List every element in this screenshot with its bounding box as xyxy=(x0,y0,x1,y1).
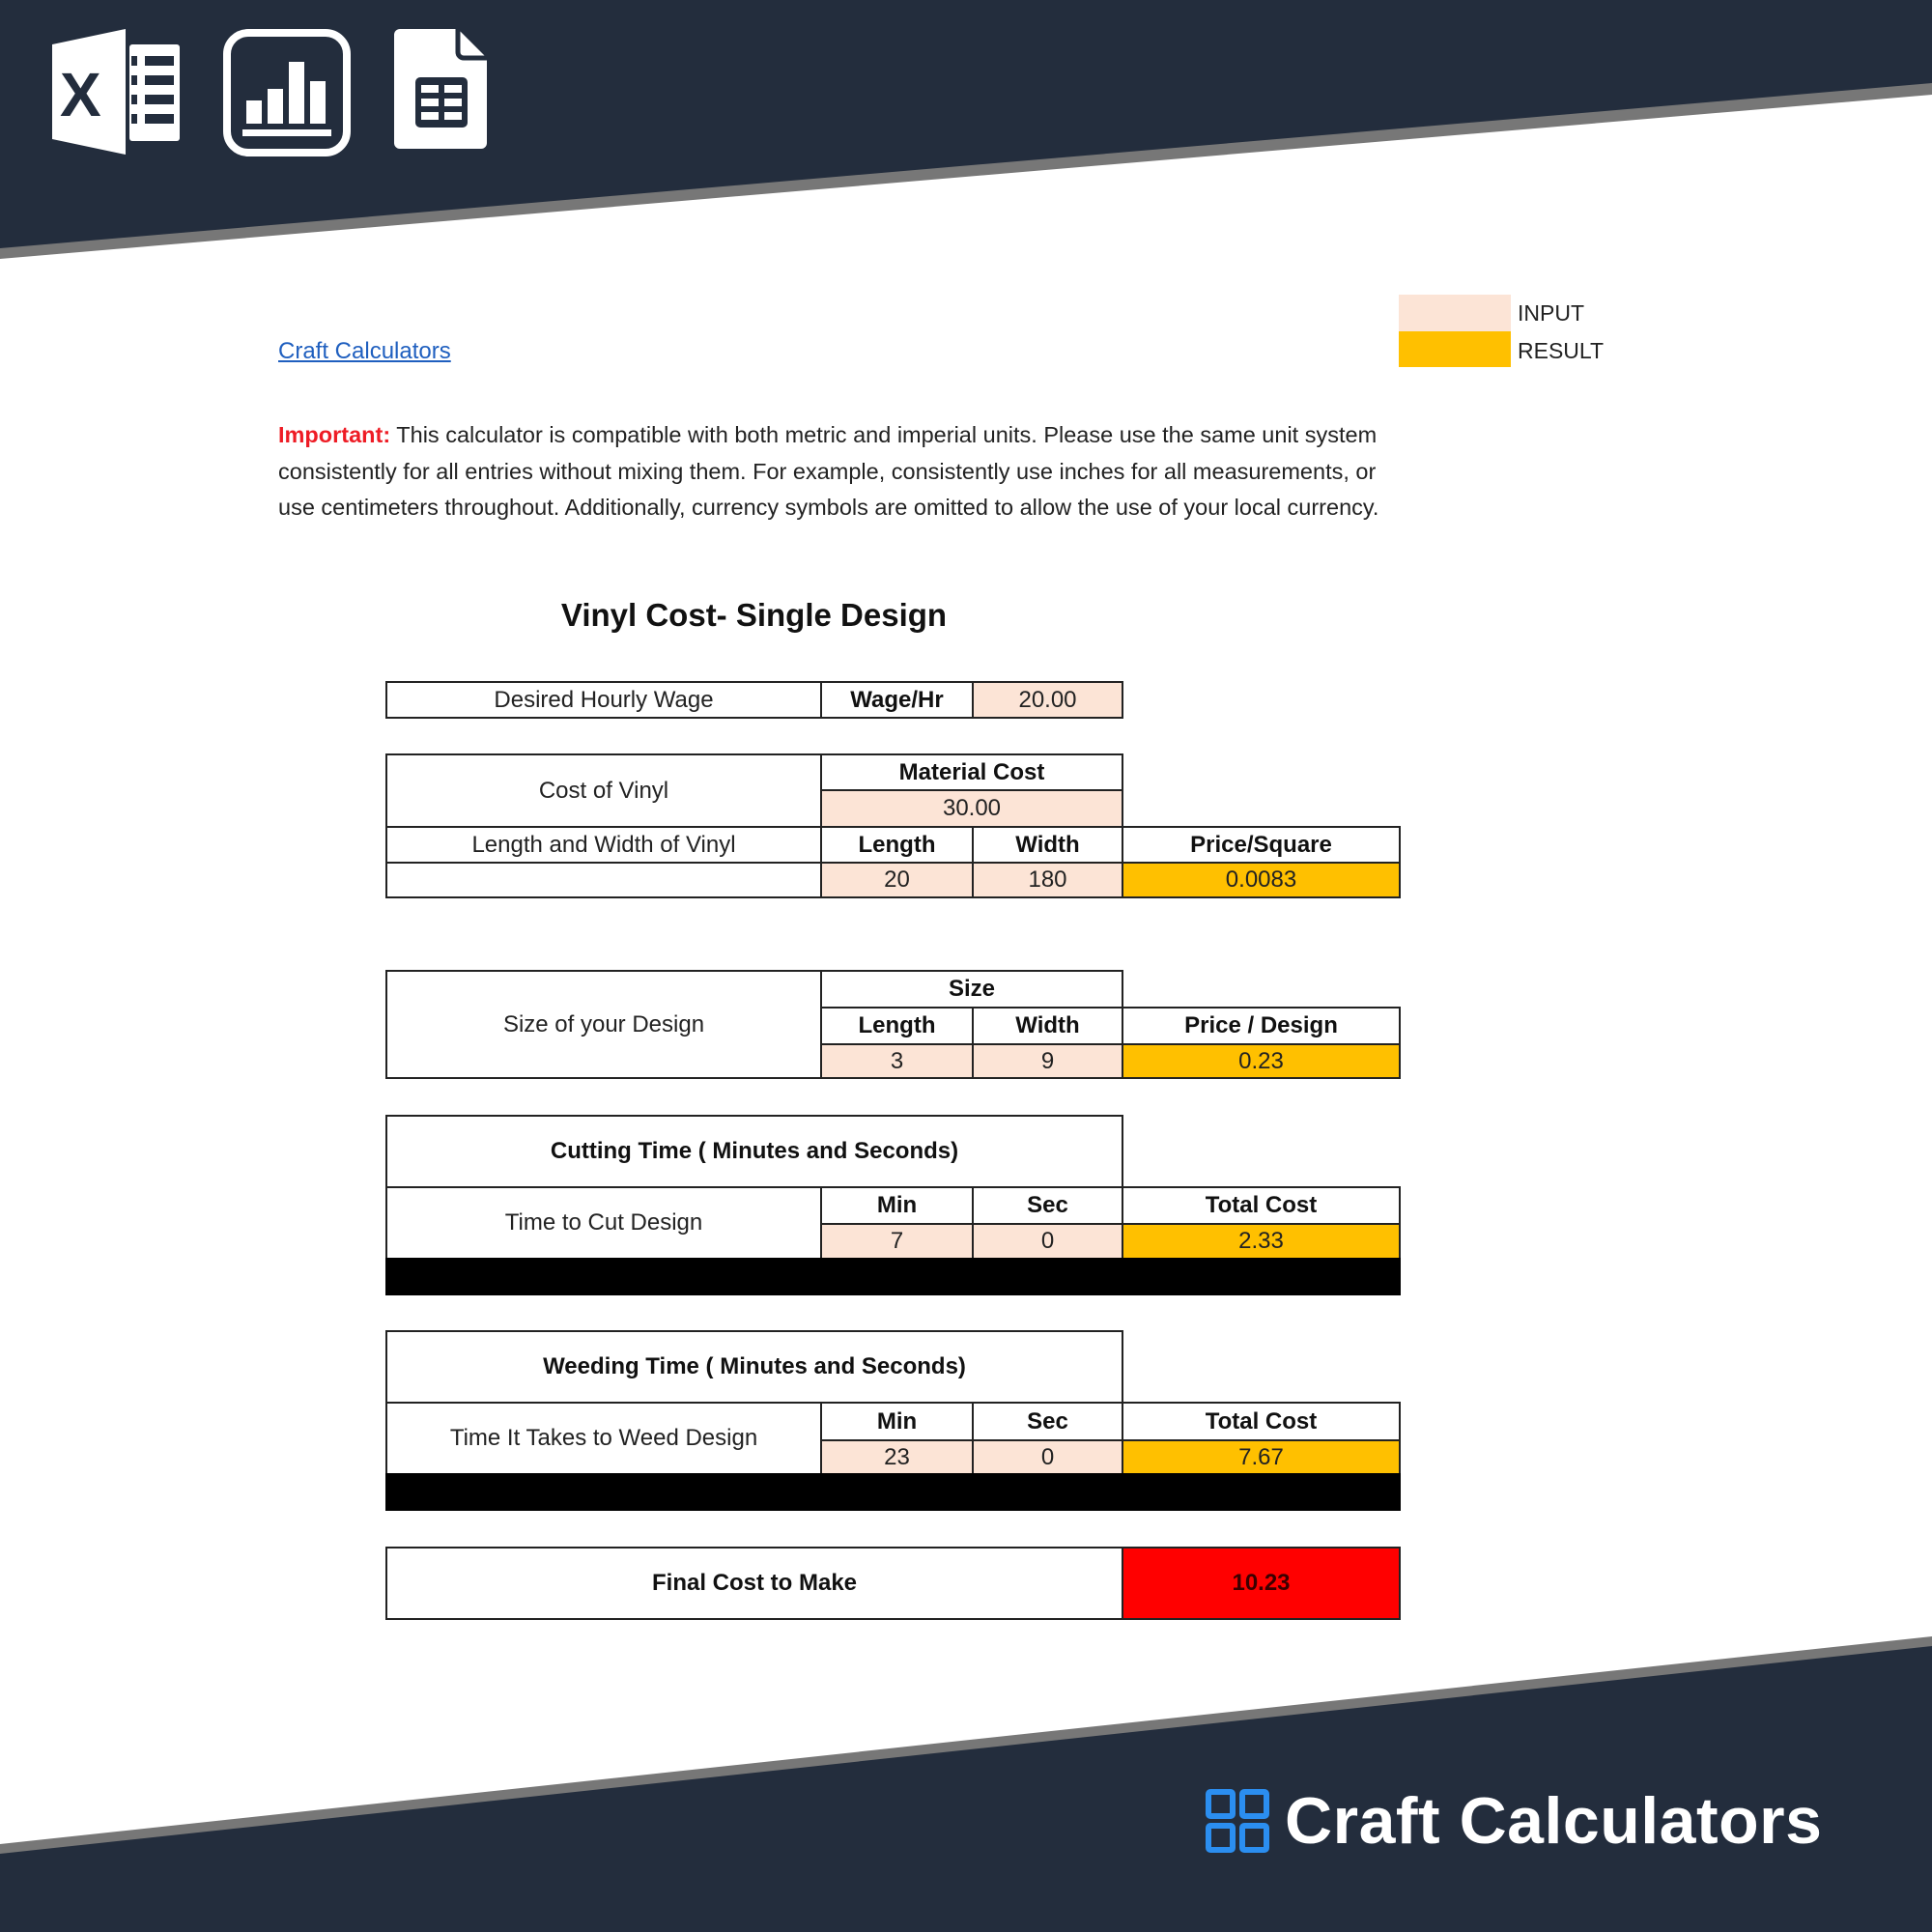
weeding-time-title: Weeding Time ( Minutes and Seconds) xyxy=(385,1330,1123,1404)
design-length-header: Length xyxy=(820,1007,974,1045)
cut-design-label: Time to Cut Design xyxy=(385,1186,822,1260)
price-per-design-result: 0.23 xyxy=(1122,1043,1401,1079)
cutting-separator-bar xyxy=(385,1258,1401,1295)
wage-label: Desired Hourly Wage xyxy=(385,681,822,719)
final-cost-result: 10.23 xyxy=(1122,1547,1401,1620)
legend-input-label: INPUT xyxy=(1518,300,1584,326)
important-notice xyxy=(278,417,1418,526)
vinyl-width-header: Width xyxy=(972,826,1123,864)
cut-sec-header: Sec xyxy=(972,1186,1123,1225)
grid-logo-icon xyxy=(1206,1789,1269,1853)
cutting-time-title: Cutting Time ( Minutes and Seconds) xyxy=(385,1115,1123,1188)
weed-design-label: Time It Takes to Weed Design xyxy=(385,1402,822,1475)
size-header: Size xyxy=(820,970,1123,1009)
weed-total-header: Total Cost xyxy=(1122,1402,1401,1441)
design-length-input[interactable]: 3 xyxy=(820,1043,974,1079)
vinyl-dims-label: Length and Width of Vinyl xyxy=(385,826,822,864)
weed-min-header: Min xyxy=(820,1402,974,1441)
cut-min-header: Min xyxy=(820,1186,974,1225)
weed-min-input[interactable]: 23 xyxy=(820,1439,974,1475)
spreadsheet-icon xyxy=(394,27,489,151)
final-cost-label: Final Cost to Make xyxy=(385,1547,1123,1620)
vinyl-length-input[interactable]: 20 xyxy=(820,862,974,898)
vinyl-dims-blank xyxy=(385,862,822,898)
brand-name: Craft Calculators xyxy=(1285,1784,1823,1858)
design-size-label: Size of your Design xyxy=(385,970,822,1079)
price-per-design-header: Price / Design xyxy=(1122,1007,1401,1045)
vinyl-length-header: Length xyxy=(820,826,974,864)
excel-icon xyxy=(52,27,182,156)
material-cost-header: Material Cost xyxy=(820,753,1123,791)
legend-result-swatch xyxy=(1399,331,1511,367)
footer-brand xyxy=(1206,1783,1822,1859)
cut-min-input[interactable]: 7 xyxy=(820,1223,974,1260)
weed-sec-header: Sec xyxy=(972,1402,1123,1441)
vinyl-width-input[interactable]: 180 xyxy=(972,862,1123,898)
wage-header: Wage/Hr xyxy=(820,681,974,719)
wage-input[interactable]: 20.00 xyxy=(972,681,1123,719)
chart-icon xyxy=(223,29,351,156)
important-label: Important: xyxy=(278,422,391,447)
design-width-header: Width xyxy=(972,1007,1123,1045)
craft-calculators-link[interactable]: Craft Calculators xyxy=(278,338,451,364)
cut-total-result: 2.33 xyxy=(1122,1223,1401,1260)
cut-sec-input[interactable]: 0 xyxy=(972,1223,1123,1260)
weed-sec-input[interactable]: 0 xyxy=(972,1439,1123,1475)
price-per-square-result: 0.0083 xyxy=(1122,862,1401,898)
legend-input-swatch xyxy=(1399,295,1511,331)
cut-total-header: Total Cost xyxy=(1122,1186,1401,1225)
weeding-separator-bar xyxy=(385,1473,1401,1511)
notice-text: This calculator is compatible with both metric and imperial units. Please use the same unit system consistently for all entries without mixing them. For example, consistently use inches for all measurements, or use centimeters throughout. Additionally, currency symbols are omitted to allow the use of your local currency. xyxy=(278,422,1379,520)
legend-result-label: RESULT xyxy=(1518,338,1605,363)
design-width-input[interactable]: 9 xyxy=(972,1043,1123,1079)
cost-of-vinyl-label: Cost of Vinyl xyxy=(385,753,822,828)
material-cost-input[interactable]: 30.00 xyxy=(820,789,1123,828)
weed-total-result: 7.67 xyxy=(1122,1439,1401,1475)
svg-text:X: X xyxy=(60,60,101,129)
page-title: Vinyl Cost- Single Design xyxy=(560,597,948,633)
price-per-square-header: Price/Square xyxy=(1122,826,1401,864)
